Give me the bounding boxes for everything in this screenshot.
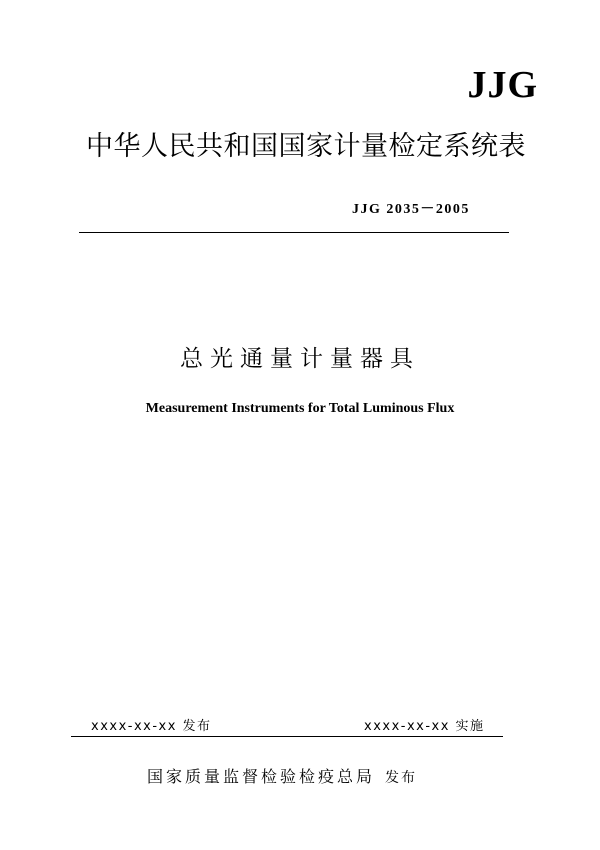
jjg-logo: JJG <box>467 64 538 106</box>
bottom-divider <box>71 736 503 737</box>
document-title-english: Measurement Instruments for Total Luminous Flux <box>145 401 455 416</box>
issue-date: xxxx-xx-xx 发布 <box>91 719 212 734</box>
issuer-suffix: 发布 <box>385 770 418 786</box>
issuer-line <box>147 764 417 787</box>
effective-date: xxxx-xx-xx 实施 <box>364 719 485 734</box>
document-title-chinese: 总光通量计量器具 <box>180 346 420 372</box>
document-number: JJG 2035－2005 <box>352 202 470 217</box>
series-title: 中华人民共和国国家计量检定系统表 <box>86 131 526 162</box>
top-divider <box>79 232 509 233</box>
issuer-name: 国家质量监督检验检疫总局 <box>147 767 376 786</box>
